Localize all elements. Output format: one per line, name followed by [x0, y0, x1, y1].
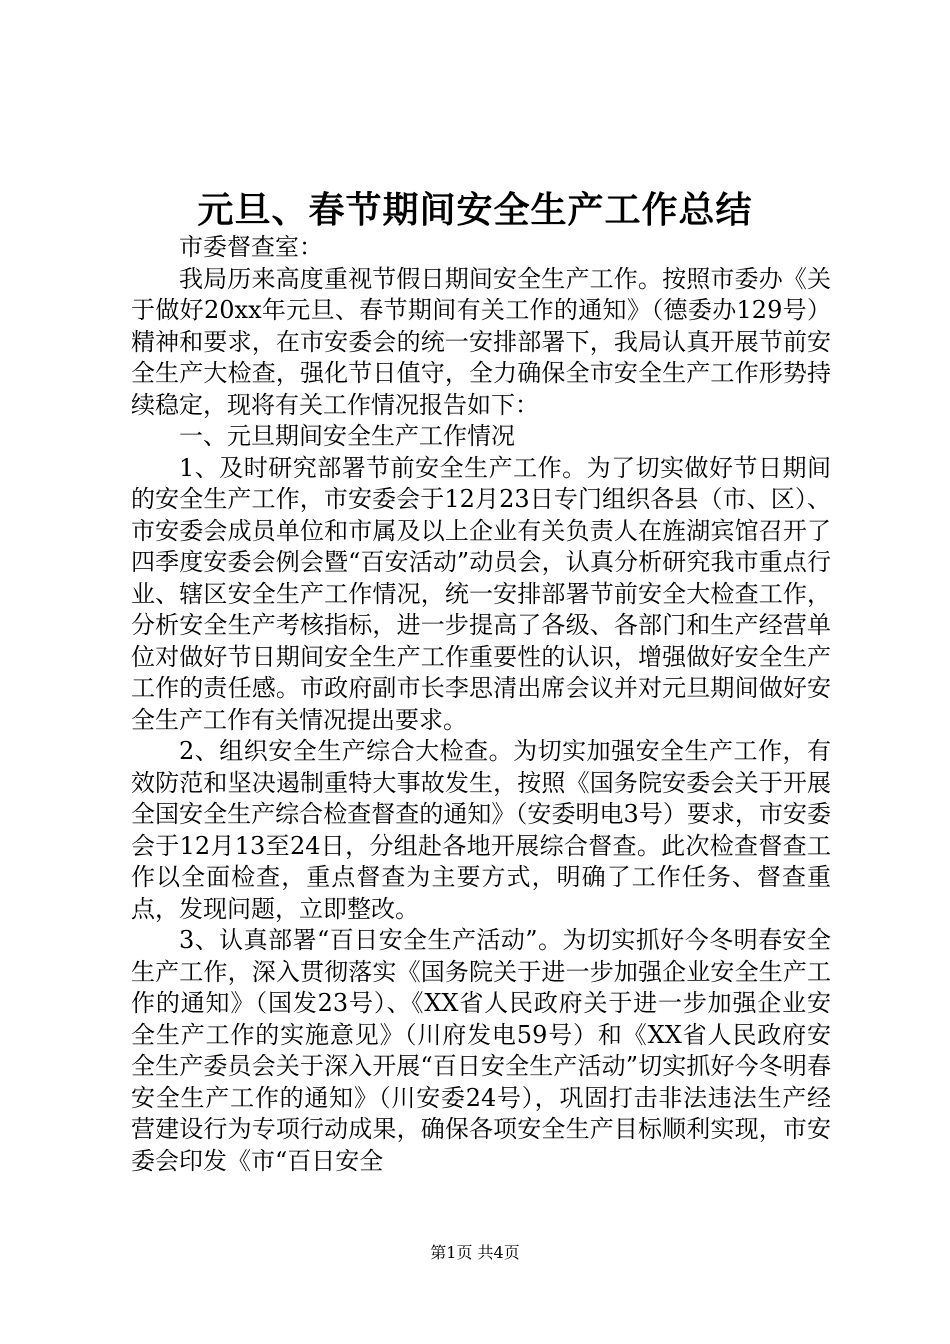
paragraph-item-3: 3、认真部署“百日安全生产活动”。为切实抓好今冬明春安全生产工作，深入贯彻落实《国务院关于进一步加强企业安全生产工作的通知》（国发23号）、《XX省人民政府关于进一步加强企业安全生产工作的实施意见》（川府发电59号）和《XX省人民政府安全生产委员会关于深入开展“百日安全生产活动”切实抓好今冬明春安全生产工作的通知》（川安委24号），巩固打击非法违法生产经营建设行为专项行动成果，确保各项安全生产目标顺利实现，市安委会印发《市“百日安全	[131, 926, 831, 1175]
document-title: 元旦、春节期间安全生产工作总结	[197, 189, 753, 231]
paragraph-item-1: 1、及时研究部署节前安全生产工作。为了切实做好节日期间的安全生产工作，市安委会于12月23日专门组织各县（市、区）、市安委会成员单位和市属及以上企业有关负责人在旌湖宾馆召开了四季度安委会例会暨“百安活动”动员会，认真分析研究我市重点行业、辖区安全生产工作情况，统一安排部署节前安全大检查工作，分析安全生产考核指标，进一步提高了各级、各部门和生产经营单位对做好节日期间安全生产工作重要性的认识，增强做好安全生产工作的责任感。市政府副市长李思清出席会议并对元旦期间做好安全生产工作有关情况提出要求。	[131, 453, 831, 734]
paragraph-item-2: 2、组织安全生产综合大检查。为切实加强安全生产工作，有效防范和坚决遏制重特大事故发生，按照《国务院安委会关于开展全国安全生产综合检查督查的通知》（安委明电3号）要求，市安委会于12月13至24日，分组赴各地开展综合督查。此次检查督查工作以全面检查，重点督查为主要方式，明确了工作任务、督查重点，发现问题，立即整改。	[131, 737, 831, 923]
recipient-line: 市委督查室：	[179, 233, 323, 261]
section-heading: 一、元旦期间安全生产工作情况	[179, 422, 515, 450]
paragraph-intro: 我局历来高度重视节假日期间安全生产工作。按照市委办《关于做好20xx年元旦、春节期间有关工作的通知》（德委办129号）精神和要求，在市安委会的统一安排部署下，我局认真开展节前安全生产大检查，强化节日值守，全力确保全市安全生产工作形势持续稳定，现将有关工作情况报告如下：	[131, 264, 831, 419]
document-body	[131, 232, 831, 1177]
page-footer: 第1页 共4页	[430, 1243, 520, 1262]
